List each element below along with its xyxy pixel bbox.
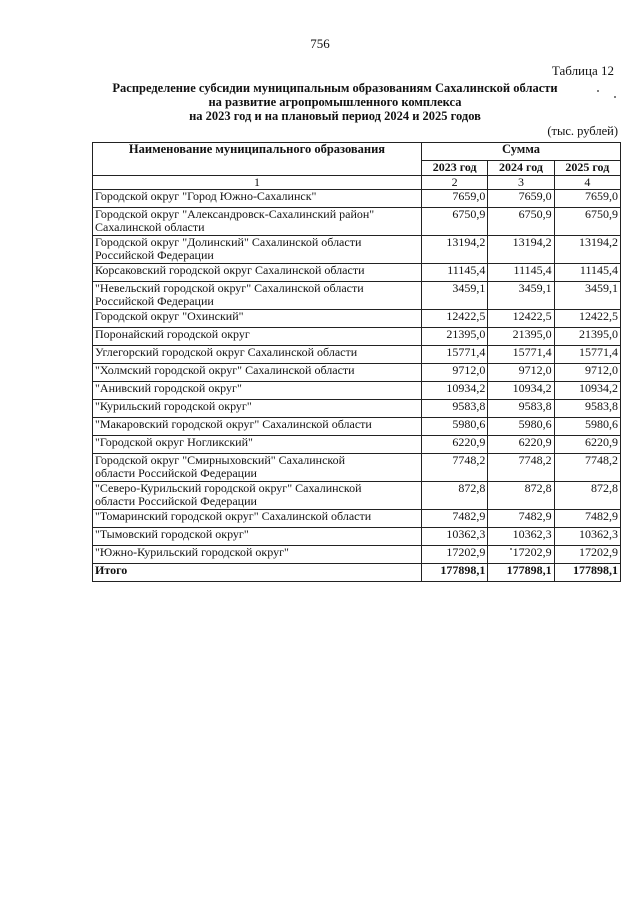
scan-speck (510, 548, 512, 550)
total-value-2023: 177898,1 (422, 564, 488, 582)
table-row (93, 454, 621, 482)
municipality-name-line: Городской округ "Город Южно-Сахалинск" (95, 189, 317, 203)
title-line: на развитие агропромышленного комплекса (208, 95, 462, 109)
table-row (93, 310, 621, 328)
value-2025: 15771,4 (554, 346, 620, 364)
header-sum: Сумма (422, 143, 621, 161)
table-row (93, 208, 621, 236)
value-2023: 17202,9 (422, 546, 488, 564)
municipality-name (93, 454, 422, 482)
municipality-name-line: "Южно-Курильский городской округ" (95, 545, 289, 559)
table-row (93, 190, 621, 208)
column-number: 3 (488, 176, 554, 190)
value-2024: 10362,3 (488, 528, 554, 546)
value-2024: 13194,2 (488, 236, 554, 264)
value-2024: 15771,4 (488, 346, 554, 364)
value-2025: 9712,0 (554, 364, 620, 382)
column-number: 2 (422, 176, 488, 190)
table-row (93, 282, 621, 310)
table-label: Таблица 12 (551, 63, 614, 78)
value-2025: 7482,9 (554, 510, 620, 528)
value-2024: 7659,0 (488, 190, 554, 208)
value-2023: 872,8 (422, 482, 488, 510)
municipality-name (93, 528, 422, 546)
value-2024: 10934,2 (488, 382, 554, 400)
table-row (93, 328, 621, 346)
value-2023: 12422,5 (422, 310, 488, 328)
title-line: Распределение субсидии муниципальным образованиям Сахалинской области (112, 81, 558, 95)
table-row (93, 236, 621, 264)
municipality-name (93, 482, 422, 510)
municipality-name (93, 346, 422, 364)
table-row (93, 400, 621, 418)
table-row (93, 436, 621, 454)
municipality-name-line: "Анивский городской округ" (95, 381, 242, 395)
value-2025: 13194,2 (554, 236, 620, 264)
municipality-name (93, 382, 422, 400)
value-2023: 10362,3 (422, 528, 488, 546)
value-2023: 6750,9 (422, 208, 488, 236)
value-2025: 21395,0 (554, 328, 620, 346)
value-2024: 3459,1 (488, 282, 554, 310)
municipality-name-line: "Тымовский городской округ" (95, 527, 249, 541)
municipality-name-line: "Томаринский городской округ" Сахалинской области (95, 509, 372, 523)
title-line: на 2023 год и на плановый период 2024 и 2025 годов (189, 109, 481, 123)
value-2025: 12422,5 (554, 310, 620, 328)
value-2024: 6750,9 (488, 208, 554, 236)
header-name: Наименование муниципального образования (93, 143, 422, 176)
document-title (95, 81, 575, 123)
value-2023: 13194,2 (422, 236, 488, 264)
municipality-name-line: Сахалинской области (95, 220, 205, 234)
municipality-name-line: области Российской Федерации (95, 494, 257, 508)
column-number: 1 (93, 176, 422, 190)
page-number: 756 (310, 36, 330, 51)
municipality-name-line: области Российской Федерации (95, 466, 257, 480)
municipality-name-line: "Невельский городской округ" Сахалинской области (95, 281, 364, 295)
value-2024: 6220,9 (488, 436, 554, 454)
municipality-name (93, 190, 422, 208)
value-2023: 7482,9 (422, 510, 488, 528)
municipality-name (93, 282, 422, 310)
value-2025: 7659,0 (554, 190, 620, 208)
municipality-name (93, 400, 422, 418)
value-2023: 7748,2 (422, 454, 488, 482)
municipality-name (93, 436, 422, 454)
value-2023: 11145,4 (422, 264, 488, 282)
value-2023: 9712,0 (422, 364, 488, 382)
value-2024: 17202,9 (488, 546, 554, 564)
value-2025: 10362,3 (554, 528, 620, 546)
value-2023: 5980,6 (422, 418, 488, 436)
municipality-name (93, 328, 422, 346)
value-2023: 9583,8 (422, 400, 488, 418)
municipality-name (93, 418, 422, 436)
scan-speck (597, 90, 599, 92)
value-2025: 5980,6 (554, 418, 620, 436)
municipality-name (93, 236, 422, 264)
value-2023: 6220,9 (422, 436, 488, 454)
municipality-name-line: Углегорский городской округ Сахалинской области (95, 345, 358, 359)
value-2023: 3459,1 (422, 282, 488, 310)
table-row (93, 364, 621, 382)
total-row (93, 564, 621, 582)
table-row (93, 382, 621, 400)
value-2023: 21395,0 (422, 328, 488, 346)
value-2023: 7659,0 (422, 190, 488, 208)
table-row (93, 264, 621, 282)
value-2025: 6750,9 (554, 208, 620, 236)
municipality-name-line: "Северо-Курильский городской округ" Сахалинской (95, 481, 362, 495)
value-2024: 12422,5 (488, 310, 554, 328)
value-2025: 7748,2 (554, 454, 620, 482)
value-2025: 872,8 (554, 482, 620, 510)
municipality-name-line: "Городской округ Ногликский" (95, 435, 253, 449)
table-row (93, 418, 621, 436)
value-2025: 9583,8 (554, 400, 620, 418)
municipality-name (93, 208, 422, 236)
value-2024: 7748,2 (488, 454, 554, 482)
unit-label: (тыс. рублей) (547, 124, 618, 138)
municipality-name-line: Поронайский городской округ (95, 327, 250, 341)
municipality-name-line: Городской округ "Александровск-Сахалинский район" (95, 207, 375, 221)
table-row (93, 346, 621, 364)
municipality-name-line: "Макаровский городской округ" Сахалинской области (95, 417, 372, 431)
table-row (93, 546, 621, 564)
municipality-name (93, 264, 422, 282)
header-year: 2023 год (422, 161, 488, 176)
table-row (93, 528, 621, 546)
column-number: 4 (554, 176, 620, 190)
header-year: 2024 год (488, 161, 554, 176)
municipality-name-line: Корсаковский городской округ Сахалинской области (95, 263, 365, 277)
table-body (93, 190, 621, 564)
municipality-name-line: Городской округ "Смирныховский" Сахалинской (95, 453, 346, 467)
value-2023: 10934,2 (422, 382, 488, 400)
value-2024: 11145,4 (488, 264, 554, 282)
value-2025: 11145,4 (554, 264, 620, 282)
value-2024: 5980,6 (488, 418, 554, 436)
total-value-2025: 177898,1 (554, 564, 620, 582)
value-2025: 3459,1 (554, 282, 620, 310)
value-2024: 9712,0 (488, 364, 554, 382)
municipality-name (93, 510, 422, 528)
municipality-name-line: Городской округ "Долинский" Сахалинской области (95, 235, 362, 249)
value-2024: 872,8 (488, 482, 554, 510)
total-value-2024: 177898,1 (488, 564, 554, 582)
header-year: 2025 год (554, 161, 620, 176)
table-row (93, 482, 621, 510)
municipality-name-line: "Курильский городской округ" (95, 399, 252, 413)
value-2025: 6220,9 (554, 436, 620, 454)
total-label: Итого (93, 564, 422, 582)
municipality-name (93, 546, 422, 564)
municipality-name (93, 310, 422, 328)
municipality-name (93, 364, 422, 382)
municipality-name-line: "Холмский городской округ" Сахалинской области (95, 363, 355, 377)
scan-speck (614, 96, 616, 98)
subsidy-table (92, 142, 621, 582)
value-2024: 21395,0 (488, 328, 554, 346)
value-2025: 10934,2 (554, 382, 620, 400)
municipality-name-line: Российской Федерации (95, 248, 214, 262)
table-row (93, 510, 621, 528)
value-2024: 7482,9 (488, 510, 554, 528)
value-2025: 17202,9 (554, 546, 620, 564)
value-2024: 9583,8 (488, 400, 554, 418)
value-2023: 15771,4 (422, 346, 488, 364)
municipality-name-line: Российской Федерации (95, 294, 214, 308)
municipality-name-line: Городской округ "Охинский" (95, 309, 244, 323)
